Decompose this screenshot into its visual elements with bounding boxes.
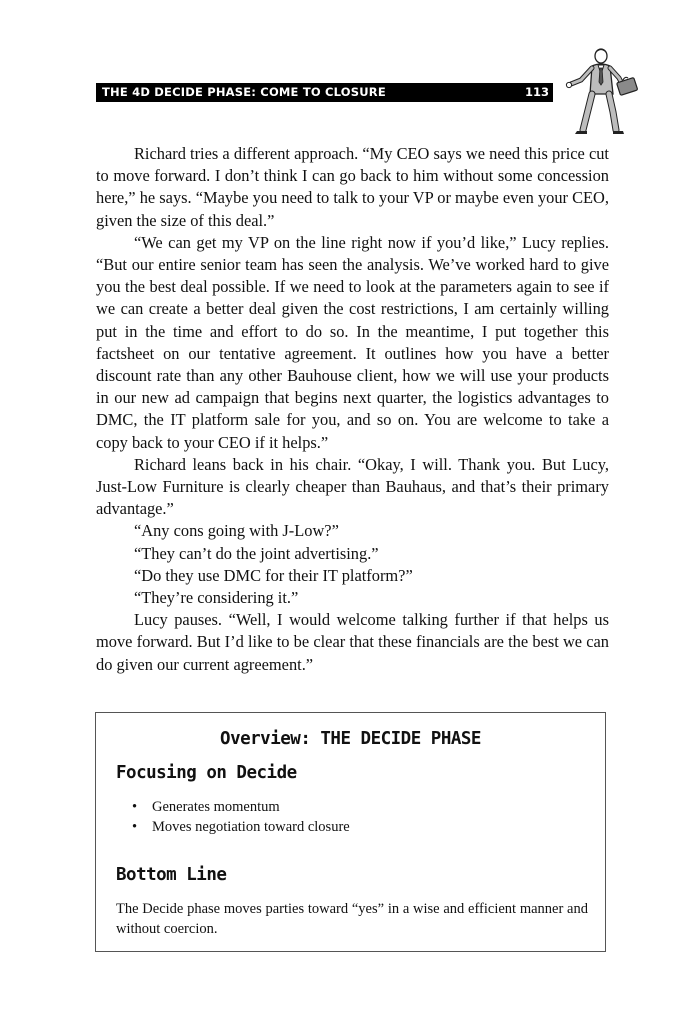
list-item-text: Generates momentum <box>152 799 280 815</box>
bullet-icon: • <box>132 819 138 835</box>
list-item <box>130 817 350 837</box>
body-text <box>96 143 609 676</box>
overview-title: Overview: THE DECIDE PHASE <box>220 729 481 749</box>
list-item <box>130 797 350 817</box>
businessman-with-briefcase-icon <box>561 44 641 136</box>
bottom-line-text: The Decide phase moves parties toward “yes” in a wise and efficient manner and without coercion. <box>116 901 588 937</box>
paragraph: “Do they use DMC for their IT platform?” <box>134 565 413 585</box>
focus-heading: Focusing on Decide <box>116 763 297 783</box>
paragraph: Richard leans back in his chair. “Okay, I will. Thank you. But Lucy, Just-Low Furniture is clearly cheaper than Bauhaus, and that’s their primary advantage.” <box>96 454 609 519</box>
paragraph: “Any cons going with J-Low?” <box>134 521 339 541</box>
overview-box <box>95 712 606 952</box>
running-header <box>96 83 553 102</box>
paragraph: Lucy pauses. “Well, I would welcome talking further if that helps us move forward. But I’d like to be clear that these financials are the best we can do given our current agreement.” <box>96 610 609 674</box>
paragraph: “They can’t do the joint advertising.” <box>134 543 379 563</box>
bottom-line-heading: Bottom Line <box>116 865 227 885</box>
overview-bullet-list <box>130 797 350 837</box>
list-item-text: Moves negotiation toward closure <box>152 819 350 835</box>
bullet-icon: • <box>132 799 138 815</box>
paragraph: Richard tries a different approach. “My CEO says we need this price cut to move forward. I don’t think I can go back to him without some concession here,” he says. “Maybe you need to talk to your VP or maybe even your CEO, given the size of this deal.” <box>96 144 609 230</box>
paragraph: “They’re considering it.” <box>134 588 299 608</box>
page-number: 113 <box>524 85 549 99</box>
running-header-title: THE 4D DECIDE PHASE: COME TO CLOSURE <box>102 85 386 99</box>
paragraph: “We can get my VP on the line right now if you’d like,” Lucy replies. “But our entire senior team has seen the analysis. We’ve worked hard to give you the best deal possible. If we need to look at the parameters again to see if we can create a better deal given the cost restrictions, I am certainly willing put in the time and effort to do so. In the meantime, I put together this factsheet on our tentative agreement. It outlines how you have a better discount rate than any other Bauhouse client, how we will use your products in our new ad campaign that begins next quarter, the logistics advantages to DMC, the IT platform sale for you, and so on. You are welcome to take a copy back to your CEO if it helps.” <box>96 232 609 452</box>
